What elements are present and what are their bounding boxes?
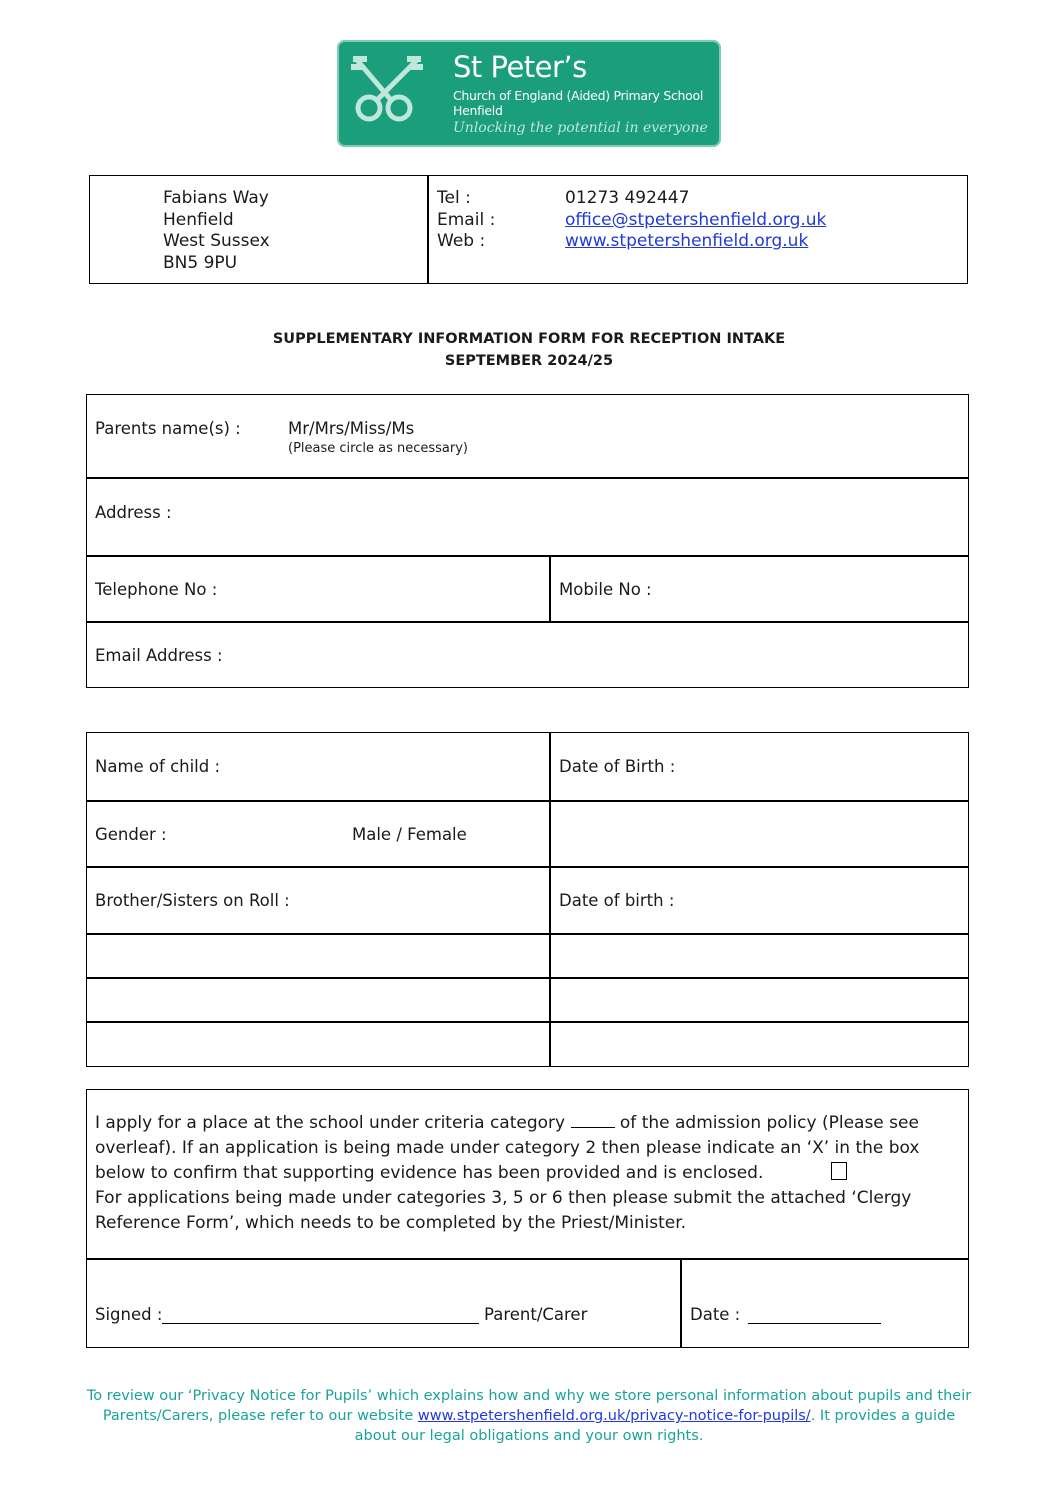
date-label: Date : [690, 1305, 741, 1324]
logo-school-type: Church of England (Aided) Primary School [453, 88, 704, 103]
logo-motto: Unlocking the potential in everyone [453, 120, 708, 136]
parents-title-options[interactable]: Mr/Mrs/Miss/Ms [288, 419, 415, 438]
contact-labels [437, 188, 495, 253]
row-divider [86, 933, 969, 935]
privacy-footer [80, 1386, 978, 1446]
parent-carer-label: Parent/Carer [484, 1305, 588, 1324]
address-line: BN5 9PU [163, 252, 238, 273]
row-divider [86, 977, 969, 979]
parents-table [86, 394, 969, 688]
criteria-part3: For applications being made under categories 3, 5 or 6 then please submit the attached ‘Clergy Reference Form’, which needs to be completed by the Priest/Minister. [95, 1188, 912, 1233]
gender-options[interactable]: Male / Female [352, 825, 467, 844]
criteria-text [95, 1111, 955, 1236]
web-label: Web : [437, 231, 486, 251]
parents-title-hint: (Please circle as necessary) [288, 441, 468, 456]
logo-school-name: St Peter’s [453, 50, 587, 84]
row-divider [86, 800, 969, 802]
col-divider [549, 732, 551, 1067]
gender-label: Gender : [95, 825, 167, 844]
criteria-category-blank[interactable] [571, 1127, 615, 1128]
address-label: Address : [95, 503, 172, 522]
school-address [163, 188, 270, 274]
child-dob-label: Date of Birth : [559, 757, 676, 776]
col-divider [680, 1258, 682, 1348]
row-divider [86, 1021, 969, 1023]
privacy-notice-link[interactable]: www.stpetershenfield.org.uk/privacy-notice-for-pupils/ [417, 1408, 811, 1424]
child-name-label: Name of child : [95, 757, 221, 776]
address-line: Fabians Way [163, 188, 269, 208]
mobile-label: Mobile No : [559, 580, 652, 599]
signed-label: Signed : [95, 1305, 163, 1324]
criteria-part2: of the admission policy (Please see overleaf). If an application is being made under category 2 then please indicate an ‘X’ in the box below to confirm that supporting evidence has been provided and is enclosed. [95, 1113, 920, 1183]
school-logo [337, 40, 721, 147]
row-divider [86, 621, 969, 623]
footer-text-end: . It provides a guide about our legal obligations and your own rights. [354, 1408, 956, 1444]
crossed-keys-icon [351, 52, 443, 128]
parents-name-label: Parents name(s) : [95, 419, 241, 438]
logo-school-location: Henfield [453, 103, 503, 118]
email-link[interactable]: office@stpetershenfield.org.uk [565, 209, 827, 230]
email-label: Email : [437, 209, 496, 230]
signature-line[interactable] [162, 1323, 479, 1324]
row-divider [86, 866, 969, 868]
evidence-checkbox[interactable] [831, 1162, 847, 1180]
contact-box [89, 175, 968, 284]
siblings-label: Brother/Sisters on Roll : [95, 891, 290, 910]
contact-divider [427, 176, 429, 283]
telephone-label: Telephone No : [95, 580, 218, 599]
email-address-label: Email Address : [95, 646, 223, 665]
footer-text: To review our ‘Privacy Notice for Pupils’ which explains how and why we store personal information about pupils and their Parents/Carers, please refer to our website [86, 1388, 972, 1424]
address-line: Henfield [163, 209, 234, 230]
form-title: SUPPLEMENTARY INFORMATION FORM FOR RECEPTION INTAKE [272, 331, 786, 347]
date-line[interactable] [748, 1323, 881, 1324]
form-subtitle: SEPTEMBER 2024/25 [444, 353, 614, 369]
address-line: West Sussex [163, 231, 270, 251]
row-divider [86, 477, 969, 479]
website-link[interactable]: www.stpetershenfield.org.uk [565, 231, 809, 251]
tel-label: Tel : [437, 188, 471, 208]
col-divider [549, 555, 551, 622]
row-divider [86, 555, 969, 557]
tel-value: 01273 492447 [565, 188, 690, 208]
siblings-dob-label: Date of birth : [559, 891, 675, 910]
contact-values [565, 188, 826, 253]
criteria-part1: I apply for a place at the school under criteria category [95, 1113, 566, 1133]
row-divider [86, 1258, 969, 1260]
